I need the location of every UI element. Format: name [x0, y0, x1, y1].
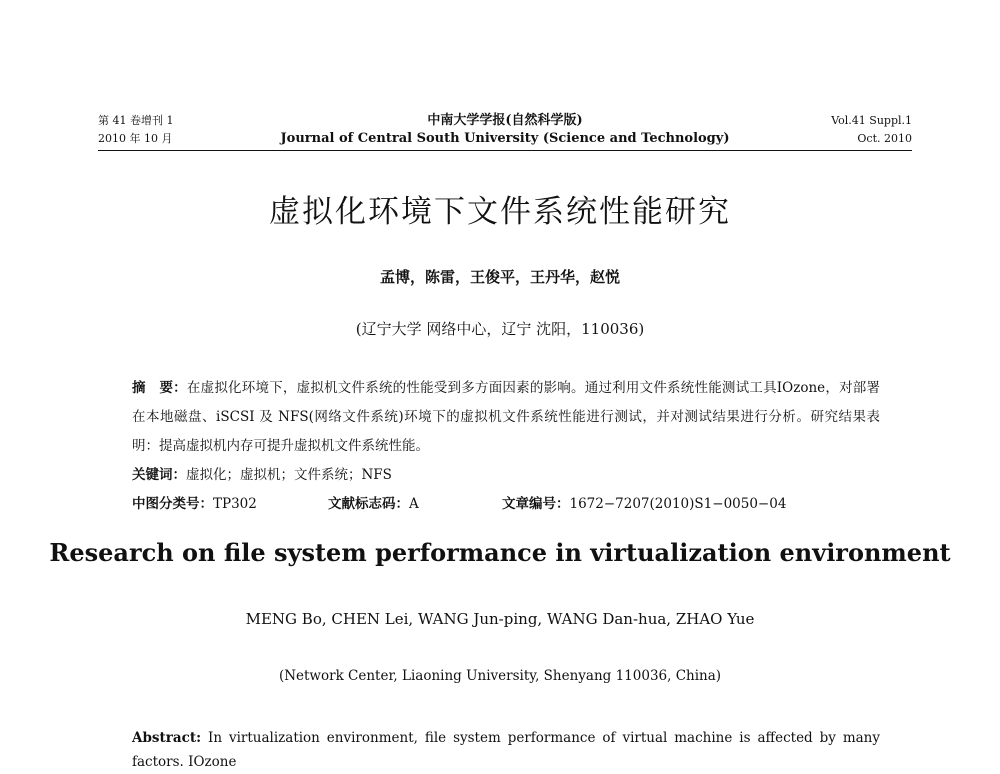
abstract-cn-text: 在虚拟化环境下，虚拟机文件系统的性能受到多方面因素的影响。通过利用文件系统性能测试工具IOzone，对部署在本地磁盘、iSCSI 及 NFS(网络文件系统)环境下的虚拟机文件系统性能进行测试，并对测试结果进行分析。研究结果表明：提高虚拟机内存可提升虚拟机文件系统性能。 [132, 380, 881, 454]
header-date-en: Oct. 2010 [857, 132, 912, 145]
classification-row [132, 490, 880, 516]
header-volume-info-en [831, 112, 912, 148]
journal-name-cn: 中南大学学报(自然科学版) [427, 113, 583, 128]
abstract-en-text: In virtualization environment, file system performance of virtual machine is affected by many factors. IOzone [132, 730, 880, 770]
clc-number [132, 490, 257, 519]
article-number-label: 文章编号： [502, 496, 570, 512]
doc-code-value: A [409, 496, 419, 512]
paper-title-en: Research on file system performance in virtualization environment [49, 538, 951, 567]
doc-code-label: 文献标志码： [328, 496, 409, 512]
abstract-en [132, 726, 880, 774]
header-volume-en: Vol.41 Suppl.1 [831, 114, 912, 127]
clc-value: TP302 [213, 496, 257, 512]
keywords-cn [132, 461, 880, 490]
abstract-en-label: Abstract: [132, 730, 202, 746]
document-code [328, 490, 419, 519]
affiliation-cn: (辽宁大学 网络中心，辽宁 沈阳，110036) [355, 320, 645, 338]
authors-cn: 孟博，陈雷，王俊平，王丹华，赵悦 [379, 268, 620, 286]
keywords-cn-text: 虚拟化；虚拟机；文件系统；NFS [186, 467, 392, 483]
article-number-value: 1672−7207(2010)S1−0050−04 [569, 496, 787, 512]
abstract-cn-label: 摘 要： [132, 380, 187, 396]
affiliation-en: (Network Center, Liaoning University, Shenyang 110036, China) [278, 668, 722, 684]
keywords-cn-label: 关键词： [132, 467, 186, 483]
running-header [98, 112, 912, 151]
clc-label: 中图分类号： [132, 496, 213, 512]
header-date-cn: 2010 年 10 月 [98, 132, 173, 145]
paper-title-cn: 虚拟化环境下文件系统性能研究 [269, 194, 731, 230]
article-number [502, 490, 786, 519]
header-volume: 第 41 卷增刊 1 [98, 114, 174, 127]
abstract-cn-block [132, 374, 880, 516]
header-journal-name [98, 112, 912, 148]
abstract-cn [132, 374, 880, 461]
journal-name-en: Journal of Central South University (Science and Technology) [280, 131, 730, 146]
authors-en: MENG Bo, CHEN Lei, WANG Jun-ping, WANG Dan-hua, ZHAO Yue [245, 610, 755, 628]
